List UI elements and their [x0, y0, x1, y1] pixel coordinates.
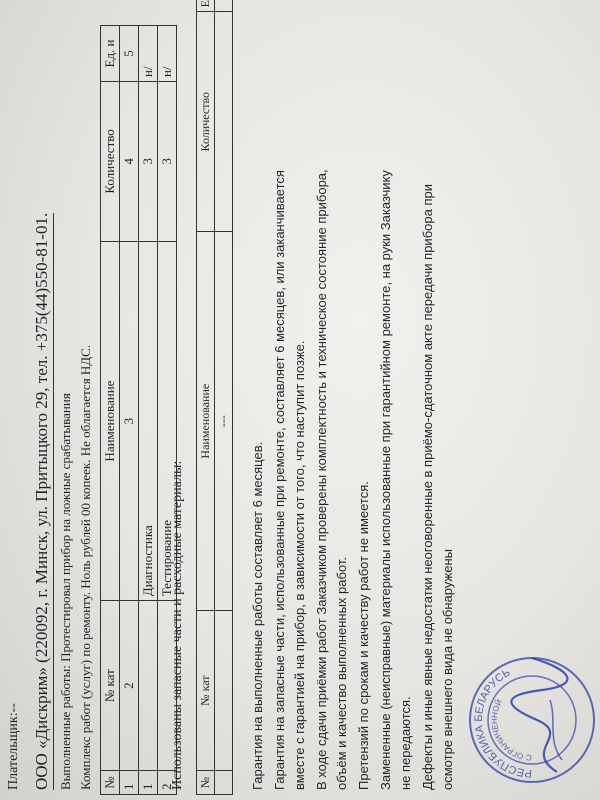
col-name-header: Наименование — [197, 232, 215, 611]
table-cell: 2 — [158, 771, 177, 795]
col-unit-header: Ед. и — [101, 26, 120, 82]
acceptance-line-2: объём и качество выполненных работ. — [334, 556, 349, 790]
table-cell — [139, 601, 158, 771]
col-qty-header: Количество — [101, 81, 120, 241]
table-cell: 2 — [120, 601, 139, 771]
table-cell: 3 — [120, 241, 139, 600]
table-cell: 1 — [139, 771, 158, 795]
col-name-header: Наименование — [101, 241, 120, 600]
col-number-header: № — [197, 771, 215, 795]
parts-header-row — [197, 0, 215, 795]
table-cell — [215, 611, 233, 771]
table-cell: 3 — [139, 81, 158, 241]
stamp-outer-text: РЕСПУБЛИКА БЕЛАРУСЬ — [472, 666, 533, 780]
table-cell — [215, 0, 233, 12]
claims-line: Претензий по срокам и качеству работ не имеется. — [356, 481, 371, 790]
table-cell — [215, 771, 233, 795]
warranty-parts-line-2: вместе с гарантией на прибор, в зависимости от того, что наступит позже. — [292, 340, 307, 790]
table-cell: 5 — [120, 26, 139, 82]
warranty-parts-line: Гарантия на запасные части, использованные при ремонте, составляет 6 месяцев, или заканчивается — [272, 170, 287, 790]
company-stamp — [462, 650, 600, 790]
table-cell: Диагностика — [139, 241, 158, 600]
works-number-row — [120, 26, 139, 795]
table-cell: н/ — [158, 26, 177, 82]
table-cell: 3 — [158, 81, 177, 241]
col-cat-header: № кат — [101, 601, 120, 771]
table-cell: н/ — [139, 26, 158, 82]
col-number-header: № — [101, 771, 120, 795]
table-cell: --- — [215, 232, 233, 611]
works-header-row — [101, 26, 120, 795]
stamp-inner-text: С ОГРАНИЧЕННОЙ — [489, 698, 533, 763]
table-cell: 4 — [120, 81, 139, 241]
table-cell: 1 — [120, 771, 139, 795]
defects-line: Дефекты и иные явные недостатки неоговоренные в приёмо-сдаточном акте передачи прибора при — [420, 184, 435, 790]
works-table — [100, 25, 177, 795]
col-unit-header: Е — [197, 0, 215, 12]
payer-label: Плательщик:-- — [6, 703, 21, 790]
parts-table — [196, 0, 233, 795]
table-row — [139, 26, 158, 795]
table-row — [215, 0, 233, 795]
warranty-works-line: Гарантия на выполненные работы составляет 6 месяцев. — [250, 441, 265, 790]
replaced-materials-line: Замененные (неисправные) материалы использованные при гарантийном ремонте, на руки Заказчику — [378, 170, 393, 790]
col-cat-header: № кат — [197, 611, 215, 771]
complex-line: Комплекс работ (услуг) по ремонту. Ноль рублей 00 копеек. Не облагается НДС. — [78, 344, 93, 790]
parts-caption: Использованы запасные части и расходные материалы: — [170, 460, 185, 790]
defects-line-2: осмотре внешнего вида не обнаружены — [440, 549, 455, 790]
col-qty-header: Количество — [197, 12, 215, 232]
table-cell — [215, 12, 233, 232]
acceptance-line: В ходе сдачи приёмки работ Заказчиком проверены комплектность и техническое состояние прибора, — [314, 169, 329, 790]
replaced-materials-line-2: не передаются. — [398, 696, 413, 790]
table-cell: Тестирование — [158, 241, 177, 600]
works-line: Выполненные работы: Протестировал прибор на ложные срабатывания — [58, 393, 73, 790]
company-line: ООО «Дискрим» (220092, г. Минск, ул. Притыцкого 29, тел. +375(44)550-81-01. — [32, 213, 54, 790]
